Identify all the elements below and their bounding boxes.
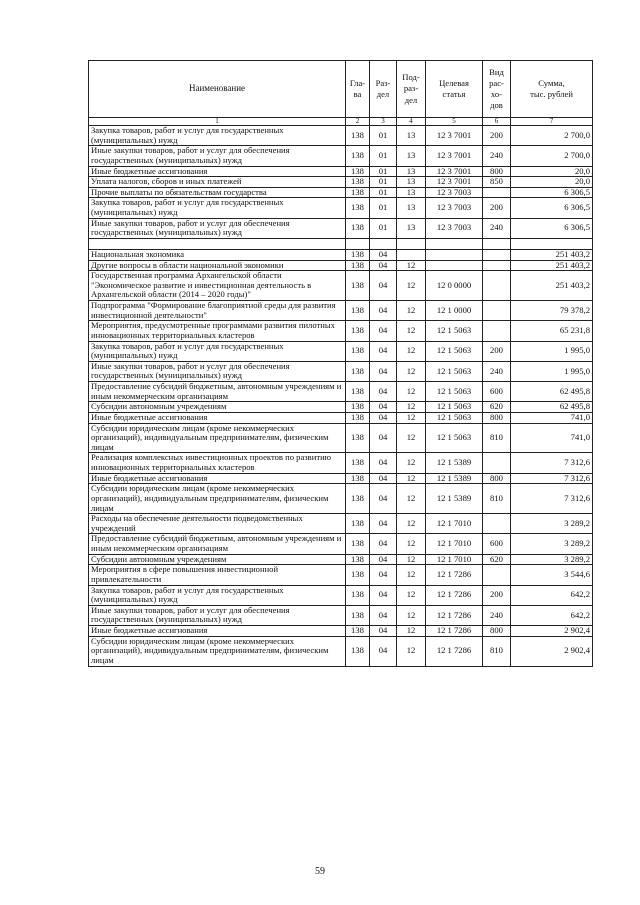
cell-sum: 20,0 (511, 177, 593, 188)
table-row (89, 453, 593, 473)
cell-sum: 2 902,4 (511, 636, 593, 666)
cell-glava: 138 (346, 382, 370, 402)
cell-target-article: 12 1 7286 (426, 626, 483, 637)
cell-razdel: 04 (370, 565, 397, 585)
table-row (89, 402, 593, 413)
cell-name: Субсидии юридическим лицам (кроме некоммерческих организаций), индивидуальным предпринимателям, физическим лицам (89, 423, 346, 453)
cell-glava: 138 (346, 260, 370, 271)
table-row (89, 187, 593, 198)
column-numbers-row (89, 118, 593, 126)
cell-sum: 20,0 (511, 166, 593, 177)
cell-name: Субсидии юридическим лицам (кроме некоммерческих организаций), индивидуальным предпринимателям, физическим лицам (89, 636, 346, 666)
cell-razdel: 04 (370, 453, 397, 473)
cell-sum: 642,2 (511, 585, 593, 605)
cell-podrazdel: 13 (397, 126, 426, 146)
cell-razdel: 01 (370, 187, 397, 198)
table-row (89, 554, 593, 565)
cell-podrazdel: 13 (397, 187, 426, 198)
cell-target-article: 12 3 7001 (426, 166, 483, 177)
column-number: 5 (426, 118, 483, 126)
cell-target-article: 12 1 5063 (426, 361, 483, 381)
cell-sum: 79 378,2 (511, 301, 593, 321)
cell-target-article: 12 1 5389 (426, 484, 483, 514)
table-row (89, 382, 593, 402)
cell-target-article: 12 1 5063 (426, 412, 483, 423)
cell-expense-type: 240 (483, 605, 511, 625)
cell-name: Субсидии автономным учреждениям (89, 402, 346, 413)
table-row (89, 177, 593, 188)
table-row (89, 484, 593, 514)
cell-glava: 138 (346, 605, 370, 625)
cell-name: Мероприятия в сфере повышения инвестиционной привлекательности (89, 565, 346, 585)
table-row (89, 585, 593, 605)
cell-name: Государственная программа Архангельской области "Экономическое развитие и инвестиционная деятельность в Архангельской области (2014 – 2020 годы)" (89, 271, 346, 301)
cell-podrazdel (397, 249, 426, 260)
cell-razdel: 01 (370, 126, 397, 146)
column-number: 1 (89, 118, 346, 126)
cell-name: Закупка товаров, работ и услуг для государственных (муниципальных) нужд (89, 198, 346, 218)
cell-expense-type: 600 (483, 382, 511, 402)
cell-target-article (426, 260, 483, 271)
cell-name: Субсидии автономным учреждениям (89, 554, 346, 565)
cell-expense-type: 800 (483, 166, 511, 177)
cell-glava: 138 (346, 626, 370, 637)
cell-razdel: 04 (370, 554, 397, 565)
cell-razdel: 01 (370, 146, 397, 166)
cell-target-article: 12 3 7003 (426, 187, 483, 198)
cell-name: Расходы на обеспечение деятельности подведомственных учреждений (89, 514, 346, 534)
cell-razdel: 04 (370, 423, 397, 453)
cell-expense-type (483, 321, 511, 341)
cell-glava: 138 (346, 453, 370, 473)
cell-sum: 2 700,0 (511, 146, 593, 166)
cell-expense-type (483, 187, 511, 198)
header-sum: Сумма, тыс. рублей (511, 61, 593, 118)
cell-sum: 7 312,6 (511, 473, 593, 484)
table-row (89, 146, 593, 166)
cell-expense-type (483, 514, 511, 534)
cell-expense-type: 800 (483, 626, 511, 637)
cell-expense-type: 240 (483, 218, 511, 238)
cell-target-article: 12 1 0000 (426, 301, 483, 321)
cell-target-article: 12 3 7001 (426, 177, 483, 188)
cell-glava: 138 (346, 187, 370, 198)
cell-expense-type (483, 238, 511, 249)
cell-expense-type: 810 (483, 423, 511, 453)
cell-name: Иные закупки товаров, работ и услуг для обеспечения государственных (муниципальных) нужд (89, 218, 346, 238)
column-number: 4 (397, 118, 426, 126)
cell-glava: 138 (346, 321, 370, 341)
cell-podrazdel: 13 (397, 166, 426, 177)
table-row (89, 321, 593, 341)
table-row (89, 412, 593, 423)
cell-sum: 7 312,6 (511, 484, 593, 514)
cell-target-article: 12 1 5063 (426, 402, 483, 413)
cell-glava: 138 (346, 473, 370, 484)
cell-name: Закупка товаров, работ и услуг для государственных (муниципальных) нужд (89, 126, 346, 146)
cell-glava: 138 (346, 534, 370, 554)
table-row (89, 361, 593, 381)
cell-sum: 3 289,2 (511, 534, 593, 554)
cell-podrazdel: 12 (397, 402, 426, 413)
cell-razdel: 04 (370, 301, 397, 321)
cell-name (89, 238, 346, 249)
cell-razdel: 04 (370, 382, 397, 402)
column-number: 6 (483, 118, 511, 126)
cell-name: Закупка товаров, работ и услуг для государственных (муниципальных) нужд (89, 585, 346, 605)
table-row (89, 473, 593, 484)
cell-expense-type: 200 (483, 198, 511, 218)
cell-name: Иные закупки товаров, работ и услуг для обеспечения государственных (муниципальных) нужд (89, 146, 346, 166)
cell-podrazdel: 13 (397, 177, 426, 188)
cell-name: Иные бюджетные ассигнования (89, 626, 346, 637)
cell-sum: 741,0 (511, 412, 593, 423)
header-target-article: Целевая статья (426, 61, 483, 118)
cell-sum: 3 289,2 (511, 514, 593, 534)
cell-target-article: 12 1 7286 (426, 565, 483, 585)
cell-razdel: 04 (370, 585, 397, 605)
cell-razdel: 04 (370, 514, 397, 534)
cell-podrazdel: 12 (397, 321, 426, 341)
cell-sum: 2 902,4 (511, 626, 593, 637)
cell-glava: 138 (346, 249, 370, 260)
cell-name: Иные закупки товаров, работ и услуг для обеспечения государственных (муниципальных) нужд (89, 361, 346, 381)
cell-name: Подпрограмма "Формирование благоприятной среды для развития инвестиционной деятельности" (89, 301, 346, 321)
cell-podrazdel: 12 (397, 605, 426, 625)
cell-sum: 3 289,2 (511, 554, 593, 565)
cell-target-article: 12 3 7001 (426, 126, 483, 146)
cell-glava: 138 (346, 402, 370, 413)
cell-razdel: 01 (370, 218, 397, 238)
cell-sum: 1 995,0 (511, 361, 593, 381)
cell-razdel: 04 (370, 260, 397, 271)
cell-name: Мероприятия, предусмотренные программами развития пилотных инновационных территориальных кластеров (89, 321, 346, 341)
cell-glava: 138 (346, 126, 370, 146)
cell-sum: 251 403,2 (511, 249, 593, 260)
cell-target-article: 12 1 5063 (426, 423, 483, 453)
cell-name: Закупка товаров, работ и услуг для государственных (муниципальных) нужд (89, 341, 346, 361)
cell-glava: 138 (346, 423, 370, 453)
table-row (89, 626, 593, 637)
cell-podrazdel: 12 (397, 341, 426, 361)
cell-razdel: 04 (370, 321, 397, 341)
cell-target-article: 12 1 5063 (426, 321, 483, 341)
cell-expense-type: 620 (483, 402, 511, 413)
cell-glava: 138 (346, 198, 370, 218)
cell-podrazdel: 12 (397, 301, 426, 321)
cell-razdel: 01 (370, 177, 397, 188)
cell-expense-type: 800 (483, 473, 511, 484)
cell-podrazdel (397, 238, 426, 249)
cell-sum: 7 312,6 (511, 453, 593, 473)
cell-glava: 138 (346, 341, 370, 361)
cell-podrazdel: 12 (397, 473, 426, 484)
cell-podrazdel: 12 (397, 412, 426, 423)
cell-target-article: 12 0 0000 (426, 271, 483, 301)
cell-razdel: 01 (370, 198, 397, 218)
cell-sum (511, 238, 593, 249)
cell-name: Субсидии юридическим лицам (кроме некоммерческих организаций), индивидуальным предпринимателям, физическим лицам (89, 484, 346, 514)
cell-razdel: 04 (370, 249, 397, 260)
cell-sum: 1 995,0 (511, 341, 593, 361)
cell-razdel: 04 (370, 605, 397, 625)
cell-name: Другие вопросы в области национальной экономики (89, 260, 346, 271)
cell-target-article: 12 3 7003 (426, 218, 483, 238)
cell-podrazdel: 12 (397, 636, 426, 666)
cell-glava: 138 (346, 565, 370, 585)
cell-target-article: 12 3 7003 (426, 198, 483, 218)
cell-podrazdel: 12 (397, 382, 426, 402)
cell-glava: 138 (346, 514, 370, 534)
cell-podrazdel: 12 (397, 361, 426, 381)
cell-podrazdel: 12 (397, 514, 426, 534)
table-row (89, 565, 593, 585)
cell-expense-type (483, 271, 511, 301)
cell-name: Уплата налогов, сборов и иных платежей (89, 177, 346, 188)
cell-glava: 138 (346, 301, 370, 321)
cell-sum: 65 231,8 (511, 321, 593, 341)
cell-target-article (426, 249, 483, 260)
cell-target-article: 12 1 7286 (426, 585, 483, 605)
cell-podrazdel: 12 (397, 484, 426, 514)
cell-expense-type: 240 (483, 146, 511, 166)
cell-glava: 138 (346, 146, 370, 166)
cell-glava: 138 (346, 271, 370, 301)
table-row (89, 514, 593, 534)
cell-podrazdel: 12 (397, 260, 426, 271)
cell-expense-type (483, 260, 511, 271)
table-row (89, 260, 593, 271)
cell-podrazdel: 12 (397, 534, 426, 554)
cell-name: Предоставление субсидий бюджетным, автономным учреждениям и иным некоммерческим организациям (89, 382, 346, 402)
table-spacer-row (89, 238, 593, 249)
cell-glava: 138 (346, 554, 370, 565)
table-row (89, 534, 593, 554)
budget-table (88, 60, 593, 667)
cell-razdel: 04 (370, 412, 397, 423)
cell-sum: 642,2 (511, 605, 593, 625)
cell-sum: 6 306,5 (511, 198, 593, 218)
cell-sum: 62 495,8 (511, 382, 593, 402)
cell-razdel: 04 (370, 626, 397, 637)
cell-podrazdel: 12 (397, 453, 426, 473)
table-row (89, 126, 593, 146)
cell-razdel: 04 (370, 636, 397, 666)
cell-name: Прочие выплаты по обязательствам государства (89, 187, 346, 198)
cell-razdel: 04 (370, 271, 397, 301)
cell-sum: 741,0 (511, 423, 593, 453)
cell-target-article: 12 1 7010 (426, 514, 483, 534)
cell-name: Иные бюджетные ассигнования (89, 412, 346, 423)
cell-glava: 138 (346, 636, 370, 666)
cell-target-article: 12 1 7286 (426, 605, 483, 625)
cell-target-article: 12 1 7286 (426, 636, 483, 666)
table-row (89, 423, 593, 453)
cell-name: Предоставление субсидий бюджетным, автономным учреждениям и иным некоммерческим организациям (89, 534, 346, 554)
cell-razdel: 04 (370, 402, 397, 413)
header-glava: Гла- ва (346, 61, 370, 118)
table-row (89, 605, 593, 625)
cell-expense-type: 810 (483, 484, 511, 514)
cell-razdel: 04 (370, 484, 397, 514)
column-number: 3 (370, 118, 397, 126)
cell-target-article: 12 1 5063 (426, 382, 483, 402)
table-row (89, 301, 593, 321)
cell-name: Национальная экономика (89, 249, 346, 260)
cell-expense-type: 200 (483, 585, 511, 605)
cell-podrazdel: 13 (397, 218, 426, 238)
table-row (89, 166, 593, 177)
cell-sum: 251 403,2 (511, 260, 593, 271)
cell-expense-type: 810 (483, 636, 511, 666)
cell-podrazdel: 12 (397, 585, 426, 605)
table-row (89, 341, 593, 361)
cell-expense-type: 800 (483, 412, 511, 423)
cell-target-article: 12 1 5389 (426, 473, 483, 484)
table-row (89, 271, 593, 301)
table-body (89, 126, 593, 667)
cell-expense-type: 600 (483, 534, 511, 554)
cell-razdel: 04 (370, 361, 397, 381)
cell-sum: 3 544,6 (511, 565, 593, 585)
cell-expense-type (483, 565, 511, 585)
cell-razdel: 04 (370, 473, 397, 484)
cell-sum: 251 403,2 (511, 271, 593, 301)
cell-expense-type: 200 (483, 341, 511, 361)
cell-glava: 138 (346, 361, 370, 381)
cell-target-article: 12 1 7010 (426, 554, 483, 565)
cell-glava: 138 (346, 412, 370, 423)
cell-target-article (426, 238, 483, 249)
cell-glava: 138 (346, 166, 370, 177)
cell-glava: 138 (346, 585, 370, 605)
cell-podrazdel: 12 (397, 423, 426, 453)
cell-name: Реализация комплексных инвестиционных проектов по развитию инновационных территориальных кластеров (89, 453, 346, 473)
page-number: 59 (315, 866, 325, 877)
cell-target-article: 12 1 7010 (426, 534, 483, 554)
cell-razdel: 04 (370, 534, 397, 554)
cell-glava: 138 (346, 484, 370, 514)
table-row (89, 198, 593, 218)
cell-expense-type: 200 (483, 126, 511, 146)
cell-name: Иные закупки товаров, работ и услуг для обеспечения государственных (муниципальных) нужд (89, 605, 346, 625)
table-row (89, 249, 593, 260)
column-number: 7 (511, 118, 593, 126)
cell-podrazdel: 12 (397, 565, 426, 585)
cell-sum: 2 700,0 (511, 126, 593, 146)
header-podrazdel: Под- раз- дел (397, 61, 426, 118)
table-row (89, 636, 593, 666)
cell-target-article: 12 3 7001 (426, 146, 483, 166)
cell-razdel (370, 238, 397, 249)
cell-expense-type: 240 (483, 361, 511, 381)
cell-target-article: 12 1 5063 (426, 341, 483, 361)
column-number: 2 (346, 118, 370, 126)
cell-expense-type: 850 (483, 177, 511, 188)
cell-podrazdel: 12 (397, 626, 426, 637)
cell-expense-type: 620 (483, 554, 511, 565)
cell-glava: 138 (346, 218, 370, 238)
cell-glava: 138 (346, 177, 370, 188)
cell-podrazdel: 13 (397, 146, 426, 166)
table-row (89, 218, 593, 238)
cell-name: Иные бюджетные ассигнования (89, 473, 346, 484)
cell-podrazdel: 12 (397, 554, 426, 565)
cell-sum: 62 495,8 (511, 402, 593, 413)
cell-razdel: 04 (370, 341, 397, 361)
table-header-row (89, 61, 593, 118)
cell-razdel: 01 (370, 166, 397, 177)
cell-glava (346, 238, 370, 249)
header-name: Наименование (89, 61, 346, 118)
cell-expense-type (483, 453, 511, 473)
cell-expense-type (483, 301, 511, 321)
header-razdel: Раз- дел (370, 61, 397, 118)
cell-sum: 6 306,5 (511, 187, 593, 198)
cell-target-article: 12 1 5389 (426, 453, 483, 473)
cell-podrazdel: 13 (397, 198, 426, 218)
cell-sum: 6 306,5 (511, 218, 593, 238)
cell-expense-type (483, 249, 511, 260)
header-expense-type: Вид рас- хо- дов (483, 61, 511, 118)
cell-name: Иные бюджетные ассигнования (89, 166, 346, 177)
cell-podrazdel: 12 (397, 271, 426, 301)
